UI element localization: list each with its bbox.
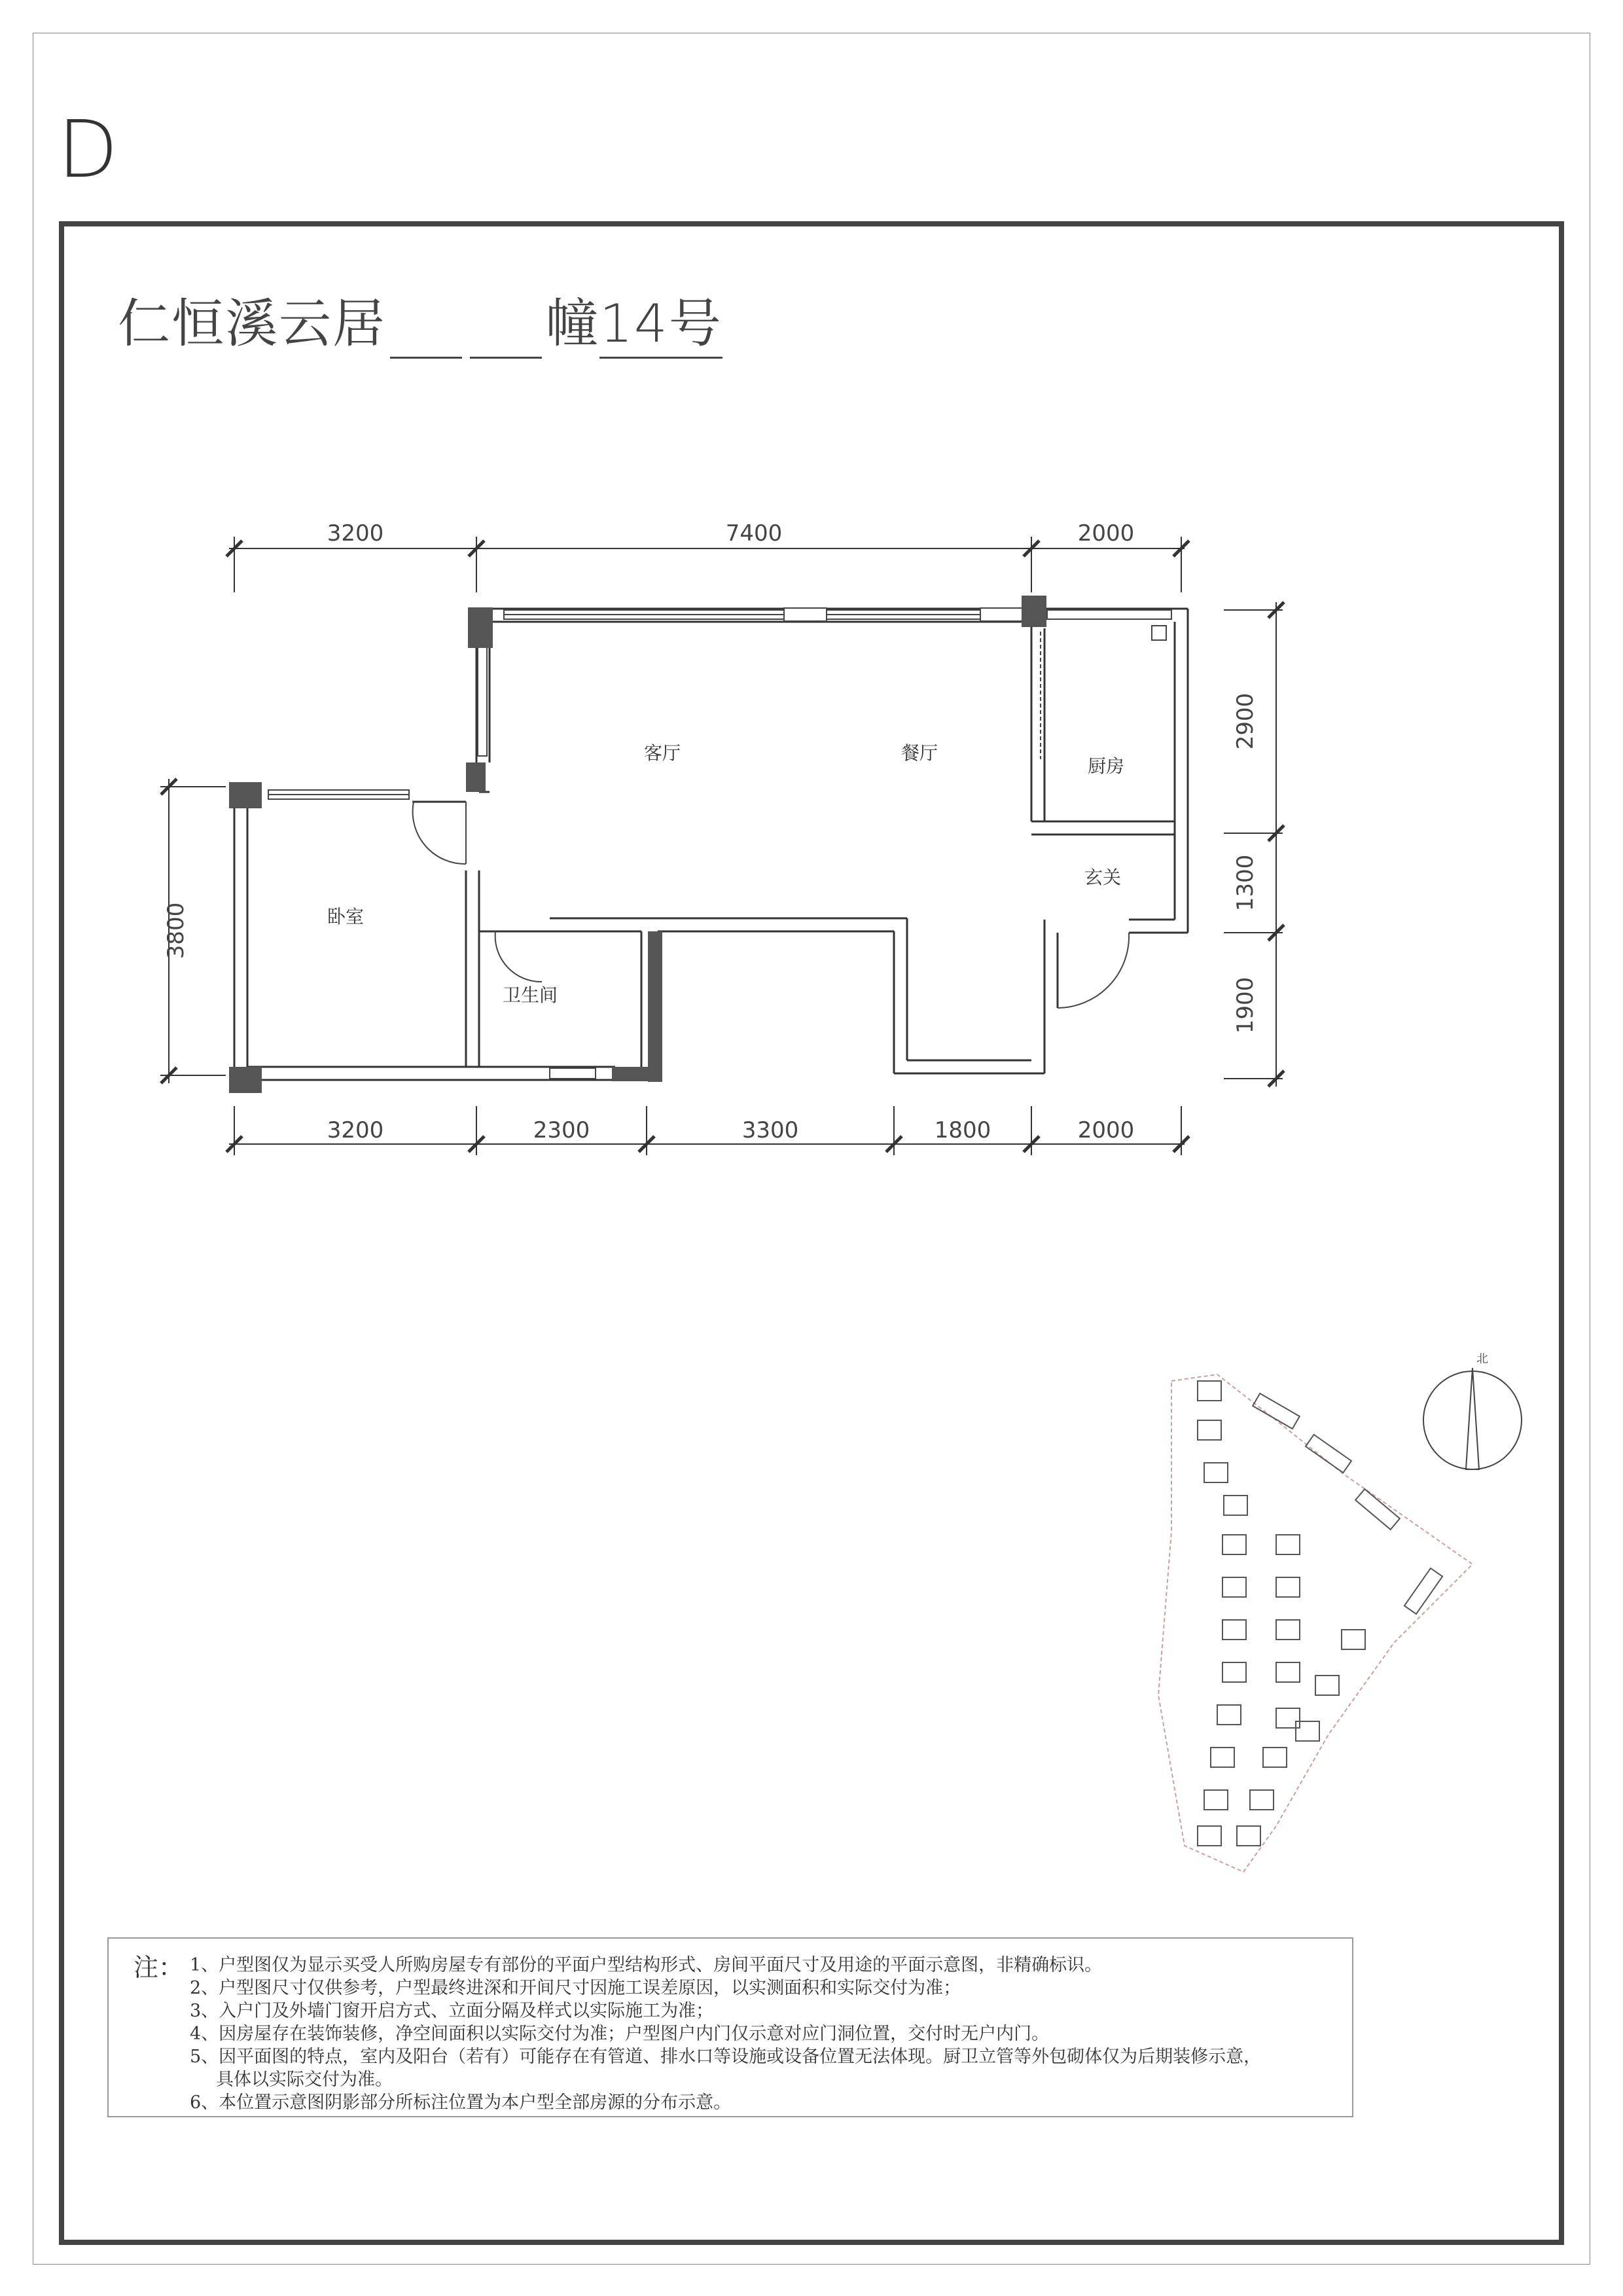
sheet-corner-mark: D [58, 105, 118, 196]
windows [268, 608, 1171, 1079]
dim-bottom-5: 2000 [1077, 1117, 1135, 1143]
note-line-1: 1、户型图仅为显示买受人所购房屋专有部份的平面户型结构形式、房间平面尺寸及用途的平面示意图，非精确标识。 [190, 1955, 1103, 1975]
project-name: 仁恒溪云居 [118, 293, 386, 354]
room-living: 客厅 [643, 742, 681, 764]
dim-bottom-2: 2300 [533, 1117, 590, 1143]
building-label: 幢 [546, 293, 599, 354]
room-entrance: 玄关 [1084, 867, 1122, 888]
dim-bottom-4: 1800 [934, 1117, 991, 1143]
note-line-7: 6、本位置示意图阴影部分所标注位置为本户型全部房源的分布示意。 [190, 2092, 732, 2113]
note-line-4: 4、因房屋存在装饰装修，净空间面积以实际交付为准；户型图户内门仅示意对应门洞位置，交付时无户内门。 [190, 2024, 1050, 2044]
walls [234, 609, 1188, 1080]
dim-right-2: 1300 [1232, 854, 1258, 912]
notes-label: 注： [134, 1953, 184, 1982]
north-label: 北 [1476, 1352, 1488, 1366]
dim-top-1: 3200 [327, 520, 384, 547]
note-line-5: 5、因平面图的特点，室内及阳台（若有）可能存在有管道、排水口等设施或设备位置无法体现。厨卫立管等外包砌体仅为后期装修示意， [190, 2047, 1262, 2067]
dimension-lines [160, 537, 1284, 1155]
note-line-6: 具体以实际交付为准。 [216, 2070, 393, 2090]
doors [413, 632, 1130, 1008]
site-boundary [1158, 1374, 1472, 1872]
dim-top-3: 2000 [1077, 520, 1135, 547]
room-bedroom: 卧室 [327, 906, 365, 927]
dim-top-2: 7400 [725, 520, 783, 547]
structural-columns [229, 596, 1046, 1093]
site-buildings [1198, 1381, 1442, 1846]
dim-right-3: 1900 [1232, 977, 1258, 1034]
note-line-2: 2、户型图尺寸仅供参考，户型最终进深和开间尺寸因施工误差原因，以实测面积和实际交付为准； [190, 1978, 961, 1998]
unit-number: 14号 [599, 281, 722, 359]
room-kitchen: 厨房 [1087, 755, 1125, 777]
dim-left: 3800 [163, 902, 189, 960]
room-bathroom: 卫生间 [502, 984, 558, 1006]
dim-right-1: 2900 [1232, 692, 1258, 750]
room-labels [327, 742, 1124, 1006]
dim-bottom-3: 3300 [741, 1117, 799, 1143]
dim-bottom-1: 3200 [327, 1117, 384, 1143]
room-dining: 餐厅 [901, 742, 938, 764]
note-line-3: 3、入户门及外墙门窗开启方式、立面分隔及样式以实际施工为准； [190, 2001, 714, 2021]
site-plan [1145, 1368, 1486, 1892]
